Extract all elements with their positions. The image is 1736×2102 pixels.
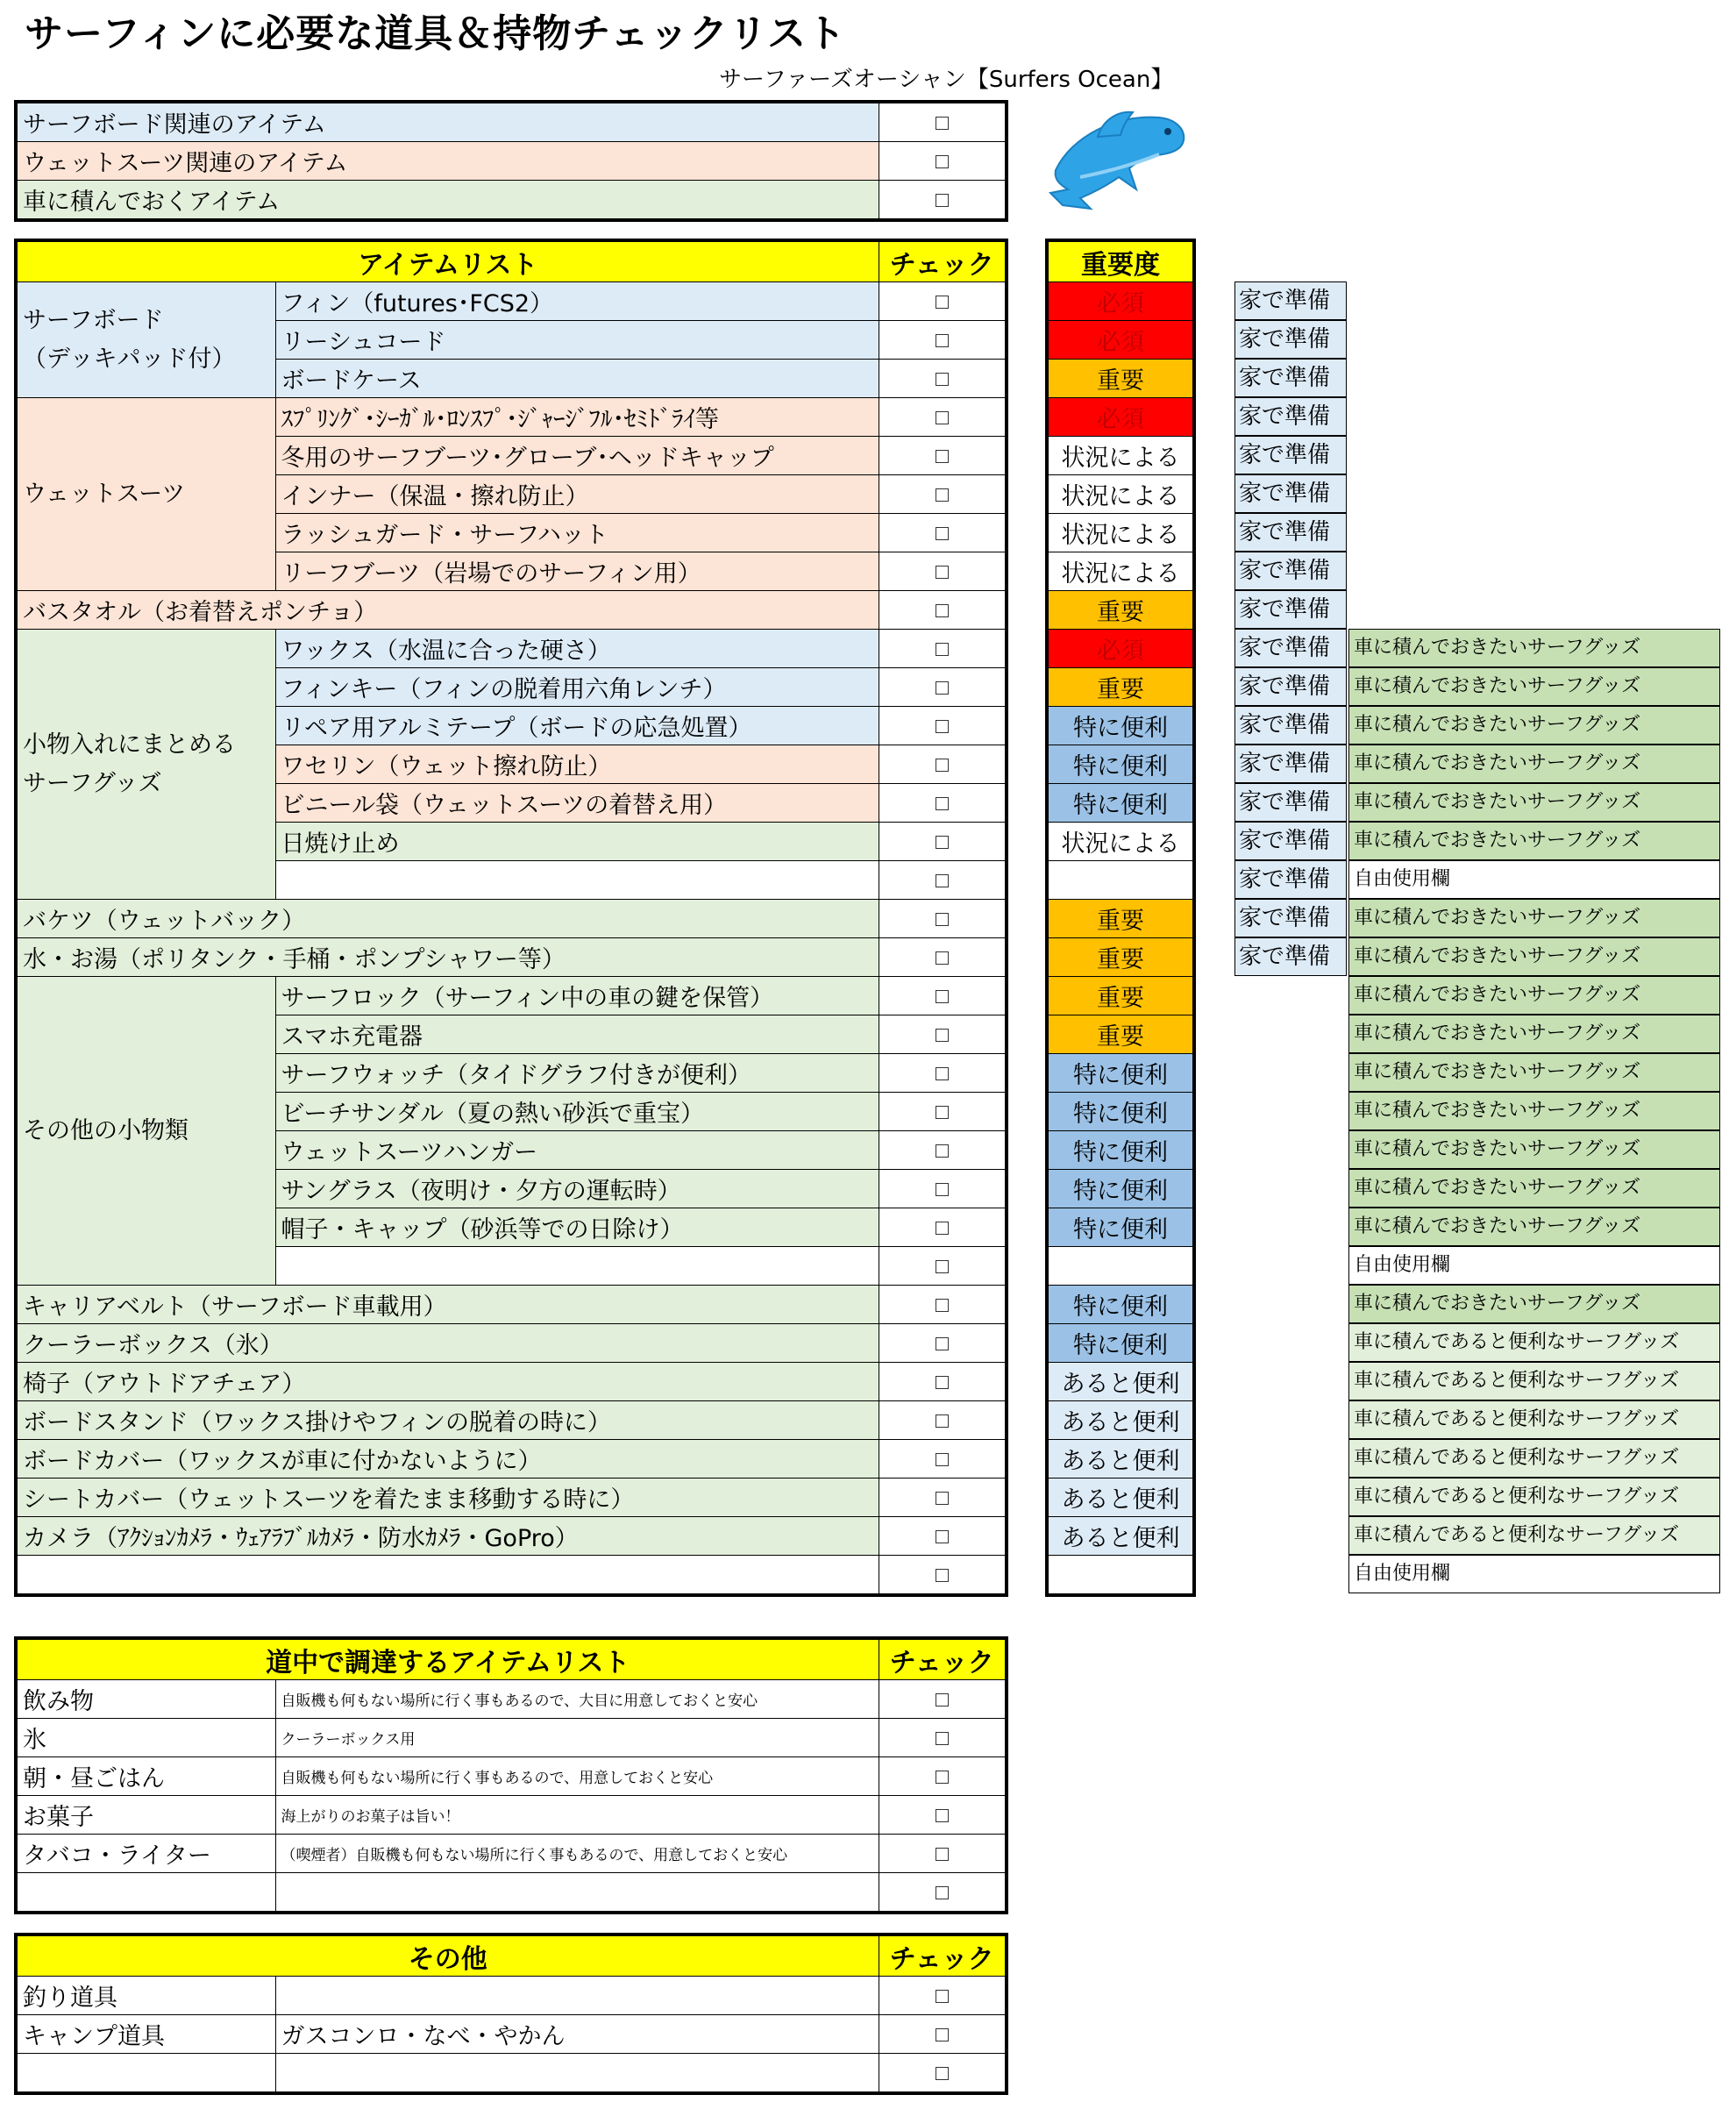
importance-badge: 特に便利 xyxy=(1047,707,1194,745)
checkbox[interactable] xyxy=(879,1131,1007,1170)
importance-badge: 特に便利 xyxy=(1047,1093,1194,1131)
table-row xyxy=(1047,1556,1194,1596)
car-goods-label: 車に積んであると便利なサーフグッズ xyxy=(1348,1362,1720,1400)
checkbox[interactable] xyxy=(879,1440,1007,1479)
legend-row xyxy=(16,181,1007,221)
table-row xyxy=(16,1757,1007,1796)
item-note: 自販機も何もない場所に行く事もあるので、大目に用意しておくと安心 xyxy=(275,1680,879,1719)
importance-badge: 必須 xyxy=(1047,282,1194,321)
checkbox[interactable] xyxy=(879,437,1007,475)
item-note: 海上がりのお菓子は旨い！ xyxy=(275,1796,879,1835)
car-goods-label: 車に積んでおきたいサーフグッズ xyxy=(1348,667,1720,706)
checkbox[interactable] xyxy=(879,142,1007,181)
importance-badge: 特に便利 xyxy=(1047,1286,1194,1324)
home-prep-label: 家で準備 xyxy=(1234,590,1347,629)
table-row xyxy=(1047,668,1194,707)
checkbox[interactable] xyxy=(879,861,1007,900)
item-name: ボードカバー（ワックスが車に付かないように） xyxy=(16,1440,879,1479)
table-header xyxy=(16,1935,1007,1977)
importance-badge: 必須 xyxy=(1047,630,1194,668)
checkbox[interactable] xyxy=(879,668,1007,707)
importance-badge: 特に便利 xyxy=(1047,1054,1194,1093)
home-prep-label: 家で準備 xyxy=(1234,706,1347,745)
importance-table xyxy=(1045,239,1196,1597)
importance-badge: 特に便利 xyxy=(1047,1324,1194,1363)
item-note xyxy=(275,2054,879,2094)
importance-badge: 特に便利 xyxy=(1047,1131,1194,1170)
item-name: リーフブーツ（岩場でのサーフィン用） xyxy=(275,552,879,591)
table-row xyxy=(16,630,1007,668)
table-row xyxy=(16,282,1007,321)
home-prep-label: 家で準備 xyxy=(1234,899,1347,937)
car-goods-label: 車に積んでおきたいサーフグッズ xyxy=(1348,1092,1720,1130)
checkbox[interactable] xyxy=(879,707,1007,745)
site-name: サーファーズオーシャン【Surfers Ocean】 xyxy=(719,67,1174,93)
table-row xyxy=(16,1556,1007,1596)
importance-badge: あると便利 xyxy=(1047,1479,1194,1517)
item-name: ビニール袋（ウェットスーツの着替え用） xyxy=(275,784,879,823)
car-goods-label: 自由使用欄 xyxy=(1348,1555,1720,1593)
importance-badge: 特に便利 xyxy=(1047,745,1194,784)
importance-badge xyxy=(1047,1247,1194,1286)
importance-badge: 必須 xyxy=(1047,398,1194,437)
table-row xyxy=(1047,360,1194,398)
checkbox[interactable] xyxy=(879,1479,1007,1517)
item-name: クーラーボックス（氷） xyxy=(16,1324,879,1363)
table-row xyxy=(16,900,1007,938)
home-prep-label: 家で準備 xyxy=(1234,281,1347,320)
table-row xyxy=(16,1835,1007,1873)
item-name xyxy=(16,2054,275,2094)
table-row xyxy=(16,2054,1007,2094)
item-name: カメラ（ｱｸｼｮﾝｶﾒﾗ・ｳｪｱﾗﾌﾞﾙｶﾒﾗ・防水ｶﾒﾗ・GoPro） xyxy=(16,1517,879,1556)
checkbox[interactable] xyxy=(879,1054,1007,1093)
item-name: サングラス（夜明け・夕方の運転時） xyxy=(275,1170,879,1208)
checkbox[interactable] xyxy=(879,475,1007,514)
item-note: ガスコンロ・なべ・やかん xyxy=(275,2015,879,2054)
importance-badge: あると便利 xyxy=(1047,1517,1194,1556)
checkbox[interactable] xyxy=(879,938,1007,977)
item-name: サーフウォッチ（タイドグラフ付きが便利） xyxy=(275,1054,879,1093)
table-row xyxy=(1047,745,1194,784)
legend-row xyxy=(16,142,1007,181)
table-row xyxy=(16,1479,1007,1517)
table-row xyxy=(1047,938,1194,977)
table-header xyxy=(16,1638,1007,1680)
legend-label: ウェットスーツ関連のアイテム xyxy=(16,142,879,181)
checkbox[interactable] xyxy=(879,1286,1007,1324)
table-row xyxy=(1047,591,1194,630)
checkbox[interactable] xyxy=(879,552,1007,591)
others-header: その他 xyxy=(16,1935,879,1977)
table-row xyxy=(16,977,1007,1015)
table-row xyxy=(1047,1015,1194,1054)
group-label: ウェットスーツ xyxy=(16,398,275,591)
home-prep-label: 家で準備 xyxy=(1234,436,1347,474)
checkbox[interactable] xyxy=(879,1796,1007,1835)
table-row xyxy=(1047,514,1194,552)
table-row xyxy=(1047,1440,1194,1479)
table-row xyxy=(1047,823,1194,861)
home-prep-label: 家で準備 xyxy=(1234,745,1347,783)
checkbox[interactable] xyxy=(879,2015,1007,2054)
table-row xyxy=(1047,900,1194,938)
car-goods-label: 車に積んでおきたいサーフグッズ xyxy=(1348,745,1720,783)
importance-badge: 状況による xyxy=(1047,823,1194,861)
importance-badge: あると便利 xyxy=(1047,1401,1194,1440)
check-header: チェック xyxy=(879,240,1007,282)
checkbox[interactable] xyxy=(879,977,1007,1015)
checkbox[interactable] xyxy=(879,1208,1007,1247)
item-name: バスタオル（お着替えポンチョ） xyxy=(16,591,879,630)
table-row xyxy=(16,2015,1007,2054)
table-row xyxy=(1047,1324,1194,1363)
legend-row xyxy=(16,102,1007,142)
table-row xyxy=(1047,707,1194,745)
group-label: サーフボード （デッキパッド付） xyxy=(16,282,275,398)
item-name: ビーチサンダル（夏の熱い砂浜で重宝） xyxy=(275,1093,879,1131)
table-row xyxy=(1047,1479,1194,1517)
item-name: フィン（futures･FCS2） xyxy=(275,282,879,321)
table-row xyxy=(1047,1401,1194,1440)
importance-badge: 重要 xyxy=(1047,360,1194,398)
page-title: サーフィンに必要な道具＆持物チェックリスト xyxy=(25,11,847,56)
checkbox[interactable] xyxy=(879,1324,1007,1363)
table-header xyxy=(16,240,1007,282)
checkbox[interactable] xyxy=(879,1556,1007,1596)
checkbox[interactable] xyxy=(879,1093,1007,1131)
table-row xyxy=(16,1680,1007,1719)
car-goods-label: 車に積んであると便利なサーフグッズ xyxy=(1348,1323,1720,1362)
item-name: リペア用アルミテープ（ボードの応急処置） xyxy=(275,707,879,745)
category-legend xyxy=(14,100,1008,222)
car-goods-label: 車に積んでおきたいサーフグッズ xyxy=(1348,899,1720,937)
table-row xyxy=(16,1401,1007,1440)
item-note: 自販機も何もない場所に行く事もあるので、用意しておくと安心 xyxy=(275,1757,879,1796)
importance-badge: 重要 xyxy=(1047,591,1194,630)
importance-badge: 必須 xyxy=(1047,321,1194,360)
checkbox[interactable] xyxy=(879,321,1007,360)
checkbox[interactable] xyxy=(879,591,1007,630)
car-goods-label: 車に積んでおきたいサーフグッズ xyxy=(1348,822,1720,860)
importance-badge: 重要 xyxy=(1047,977,1194,1015)
item-name: ボードスタンド（ワックス掛けやフィンの脱着の時に） xyxy=(16,1401,879,1440)
car-goods-label: 自由使用欄 xyxy=(1348,860,1720,899)
checkbox[interactable] xyxy=(879,823,1007,861)
item-name: 帽子・キャップ（砂浜等での日除け） xyxy=(275,1208,879,1247)
checkbox[interactable] xyxy=(879,1680,1007,1719)
table-row xyxy=(16,1363,1007,1401)
legend-label: サーフボード関連のアイテム xyxy=(16,102,879,142)
item-name: 日焼け止め xyxy=(275,823,879,861)
checkbox[interactable] xyxy=(879,1401,1007,1440)
item-note: クーラーボックス用 xyxy=(275,1719,879,1757)
checkbox[interactable] xyxy=(879,630,1007,668)
dolphin-logo-icon xyxy=(1045,102,1189,210)
item-name: ウェットスーツハンガー xyxy=(275,1131,879,1170)
table-row xyxy=(16,1324,1007,1363)
table-row xyxy=(1047,475,1194,514)
checkbox[interactable] xyxy=(879,1517,1007,1556)
home-prep-label: 家で準備 xyxy=(1234,629,1347,667)
home-prep-label: 家で準備 xyxy=(1234,397,1347,436)
home-prep-label: 家で準備 xyxy=(1234,937,1347,976)
item-list-table xyxy=(14,239,1008,1597)
item-name xyxy=(16,1873,275,1913)
home-prep-label: 家で準備 xyxy=(1234,822,1347,860)
car-goods-label: 車に積んでおきたいサーフグッズ xyxy=(1348,783,1720,822)
item-name: 飲み物 xyxy=(16,1680,275,1719)
table-row xyxy=(16,398,1007,437)
check-header: チェック xyxy=(879,1638,1007,1680)
item-name: インナー（保温・擦れ防止） xyxy=(275,475,879,514)
legend-label: 車に積んでおくアイテム xyxy=(16,181,879,221)
item-name: 朝・昼ごはん xyxy=(16,1757,275,1796)
checkbox[interactable] xyxy=(879,784,1007,823)
checkbox[interactable] xyxy=(879,360,1007,398)
item-name: ｽﾌﾟﾘﾝｸﾞ･ｼｰｶﾞﾙ･ﾛﾝｽﾌﾟ･ｼﾞｬｰｼﾞﾌﾙ･ｾﾐﾄﾞﾗｲ等 xyxy=(275,398,879,437)
car-goods-label: 車に積んであると便利なサーフグッズ xyxy=(1348,1516,1720,1555)
item-name: 釣り道具 xyxy=(16,1977,275,2015)
item-name: 椅子（アウトドアチェア） xyxy=(16,1363,879,1401)
car-goods-label: 車に積んであると便利なサーフグッズ xyxy=(1348,1400,1720,1439)
checkbox[interactable] xyxy=(879,1719,1007,1757)
item-name: シートカバー（ウェットスーツを着たまま移動する時に） xyxy=(16,1479,879,1517)
car-goods-label: 車に積んでおきたいサーフグッズ xyxy=(1348,937,1720,976)
table-row xyxy=(16,938,1007,977)
car-goods-label: 車に積んでおきたいサーフグッズ xyxy=(1348,1169,1720,1208)
table-row xyxy=(1047,1170,1194,1208)
item-name: タバコ・ライター xyxy=(16,1835,275,1873)
importance-badge: 重要 xyxy=(1047,1015,1194,1054)
importance-badge xyxy=(1047,861,1194,900)
car-goods-label: 車に積んでおきたいサーフグッズ xyxy=(1348,1130,1720,1169)
table-row xyxy=(16,1873,1007,1913)
table-row xyxy=(1047,1131,1194,1170)
car-goods-label: 自由使用欄 xyxy=(1348,1246,1720,1285)
item-name: スマホ充電器 xyxy=(275,1015,879,1054)
home-prep-label: 家で準備 xyxy=(1234,783,1347,822)
home-prep-label: 家で準備 xyxy=(1234,474,1347,513)
table-row xyxy=(1047,437,1194,475)
item-name: キャリアベルト（サーフボード車載用） xyxy=(16,1286,879,1324)
checkbox[interactable] xyxy=(879,514,1007,552)
table-row xyxy=(1047,1363,1194,1401)
car-goods-label: 車に積んであると便利なサーフグッズ xyxy=(1348,1478,1720,1516)
checkbox[interactable] xyxy=(879,282,1007,321)
importance-badge: 重要 xyxy=(1047,938,1194,977)
importance-badge: 特に便利 xyxy=(1047,784,1194,823)
table-row xyxy=(16,1286,1007,1324)
importance-badge: 状況による xyxy=(1047,437,1194,475)
item-note xyxy=(275,1977,879,2015)
item-name: 水・お湯（ポリタンク・手桶・ポンプシャワー等） xyxy=(16,938,879,977)
table-row xyxy=(1047,1054,1194,1093)
table-header xyxy=(1047,240,1194,282)
checkbox[interactable] xyxy=(879,1873,1007,1913)
table-row xyxy=(16,1796,1007,1835)
checkbox[interactable] xyxy=(879,900,1007,938)
table-row xyxy=(1047,321,1194,360)
item-name: キャンプ道具 xyxy=(16,2015,275,2054)
importance-badge: 状況による xyxy=(1047,514,1194,552)
table-row xyxy=(16,1517,1007,1556)
table-row xyxy=(1047,977,1194,1015)
car-goods-label: 車に積んでおきたいサーフグッズ xyxy=(1348,1015,1720,1053)
checkbox[interactable] xyxy=(879,1835,1007,1873)
home-prep-label: 家で準備 xyxy=(1234,320,1347,359)
table-row xyxy=(1047,1286,1194,1324)
importance-badge: あると便利 xyxy=(1047,1363,1194,1401)
car-goods-label: 車に積んでおきたいサーフグッズ xyxy=(1348,976,1720,1015)
item-name: リーシュコード xyxy=(275,321,879,360)
table-row xyxy=(1047,552,1194,591)
checkbox[interactable] xyxy=(879,1247,1007,1286)
importance-header: 重要度 xyxy=(1047,240,1194,282)
en-route-table xyxy=(14,1636,1008,1914)
group-label: その他の小物類 xyxy=(16,977,275,1286)
importance-badge: 特に便利 xyxy=(1047,1170,1194,1208)
checkbox[interactable] xyxy=(879,1363,1007,1401)
check-header: チェック xyxy=(879,1935,1007,1977)
item-list-header: アイテムリスト xyxy=(16,240,879,282)
importance-badge xyxy=(1047,1556,1194,1596)
item-name xyxy=(16,1556,879,1596)
others-table xyxy=(14,1933,1008,2095)
home-prep-label: 家で準備 xyxy=(1234,513,1347,552)
item-name: お菓子 xyxy=(16,1796,275,1835)
checkbox[interactable] xyxy=(879,1015,1007,1054)
checkbox[interactable] xyxy=(879,1757,1007,1796)
group-label: 小物入れにまとめる サーフグッズ xyxy=(16,630,275,900)
table-row xyxy=(16,1977,1007,2015)
car-goods-label: 車に積んでおきたいサーフグッズ xyxy=(1348,629,1720,667)
table-row xyxy=(1047,784,1194,823)
car-goods-label: 車に積んでおきたいサーフグッズ xyxy=(1348,1285,1720,1323)
importance-badge: 重要 xyxy=(1047,900,1194,938)
table-row xyxy=(16,1719,1007,1757)
item-name: 冬用のサーフブーツ･グローブ･ヘッドキャップ xyxy=(275,437,879,475)
checkbox[interactable] xyxy=(879,181,1007,221)
importance-badge: 状況による xyxy=(1047,552,1194,591)
table-row xyxy=(16,591,1007,630)
home-prep-label: 家で準備 xyxy=(1234,552,1347,590)
en-route-header: 道中で調達するアイテムリスト xyxy=(16,1638,879,1680)
item-name: フィンキー（フィンの脱着用六角レンチ） xyxy=(275,668,879,707)
item-name: ワックス（水温に合った硬さ） xyxy=(275,630,879,668)
item-name: サーフロック（サーフィン中の車の鍵を保管） xyxy=(275,977,879,1015)
home-prep-label: 家で準備 xyxy=(1234,359,1347,397)
importance-badge: 重要 xyxy=(1047,668,1194,707)
table-row xyxy=(1047,1247,1194,1286)
item-name: ボードケース xyxy=(275,360,879,398)
checkbox[interactable] xyxy=(879,1170,1007,1208)
checkbox[interactable] xyxy=(879,102,1007,142)
checkbox[interactable] xyxy=(879,1977,1007,2015)
table-row xyxy=(1047,282,1194,321)
importance-badge: 特に便利 xyxy=(1047,1208,1194,1247)
table-row xyxy=(1047,630,1194,668)
item-name: ラッシュガード・サーフハット xyxy=(275,514,879,552)
table-row xyxy=(1047,861,1194,900)
table-row xyxy=(1047,398,1194,437)
table-row xyxy=(1047,1517,1194,1556)
item-name: バケツ（ウェットバック） xyxy=(16,900,879,938)
table-row xyxy=(1047,1093,1194,1131)
car-goods-label: 車に積んでおきたいサーフグッズ xyxy=(1348,706,1720,745)
item-name: 氷 xyxy=(16,1719,275,1757)
table-row xyxy=(1047,1208,1194,1247)
item-name xyxy=(275,1247,879,1286)
checkbox[interactable] xyxy=(879,2054,1007,2094)
car-goods-label: 車に積んでおきたいサーフグッズ xyxy=(1348,1053,1720,1092)
car-goods-label: 車に積んであると便利なサーフグッズ xyxy=(1348,1439,1720,1478)
table-row xyxy=(16,1440,1007,1479)
car-goods-label: 車に積んでおきたいサーフグッズ xyxy=(1348,1208,1720,1246)
checkbox[interactable] xyxy=(879,745,1007,784)
item-note xyxy=(275,1873,879,1913)
item-name: ワセリン（ウェット擦れ防止） xyxy=(275,745,879,784)
home-prep-label: 家で準備 xyxy=(1234,667,1347,706)
item-note: （喫煙者）自販機も何もない場所に行く事もあるので、用意しておくと安心 xyxy=(275,1835,879,1873)
home-prep-label: 家で準備 xyxy=(1234,860,1347,899)
importance-badge: あると便利 xyxy=(1047,1440,1194,1479)
checkbox[interactable] xyxy=(879,398,1007,437)
item-name xyxy=(275,861,879,900)
importance-badge: 状況による xyxy=(1047,475,1194,514)
